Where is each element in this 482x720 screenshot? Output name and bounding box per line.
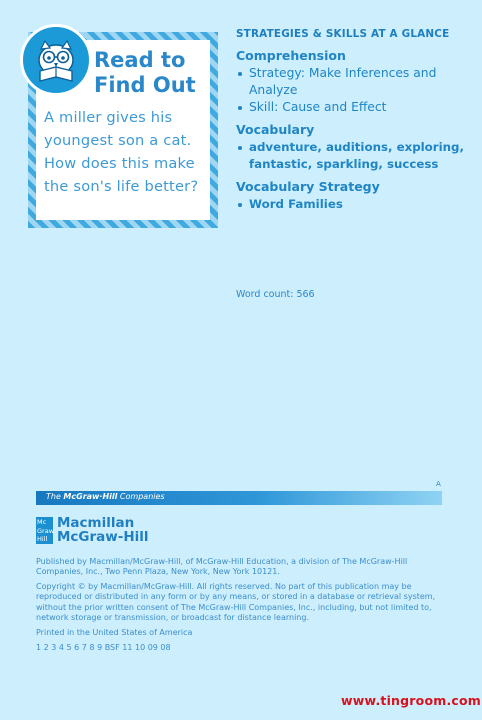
list-item: Word Families — [236, 196, 466, 213]
print-line-numbers: 1 2 3 4 5 6 7 8 9 BSF 11 10 09 08 — [36, 643, 171, 652]
mcgraw-hill-logo-icon — [36, 517, 53, 544]
brand-bar-text — [46, 492, 165, 501]
brand-name: McGraw·Hill — [63, 492, 118, 501]
title-line-1: Read to — [94, 48, 186, 72]
read-to-find-out-title — [94, 48, 212, 98]
section-title-comprehension: Comprehension — [236, 48, 346, 63]
comprehension-list — [236, 65, 466, 116]
vocabulary-strategy-list — [236, 196, 466, 213]
mcgraw-hill-companies-bar — [36, 491, 442, 505]
corner-letter: A — [436, 480, 441, 488]
printed-in-text: Printed in the United States of America — [36, 628, 193, 637]
watermark-link[interactable]: www.tingroom.com — [341, 693, 482, 708]
list-item: Strategy: Make Inferences and Analyze — [236, 65, 466, 99]
logo-box-line-3: Hill — [37, 535, 48, 543]
owl-reading-icon — [20, 24, 92, 96]
section-title-vocabulary-strategy: Vocabulary Strategy — [236, 179, 380, 194]
vocabulary-list — [236, 139, 466, 173]
guiding-question: A miller gives his youngest son a cat. How does this make the son's life better? — [44, 109, 199, 195]
brand-suffix: Companies — [117, 492, 165, 501]
logo-line-2: McGraw-Hill — [57, 529, 149, 545]
publisher-logo-text — [57, 516, 149, 544]
list-item: adventure, auditions, exploring, fantastic, sparkling, success — [236, 139, 466, 173]
word-count: Word count: 566 — [236, 289, 315, 300]
section-title-vocabulary: Vocabulary — [236, 122, 315, 137]
panel-heading: STRATEGIES & SKILLS AT A GLANCE — [236, 28, 450, 40]
strategies-skills-panel — [236, 28, 466, 219]
title-line-2: Find Out — [94, 73, 196, 97]
logo-box-line-1: Mc — [37, 518, 47, 526]
brand-prefix: The — [46, 492, 64, 501]
read-to-find-out-box — [28, 32, 218, 228]
published-by-text: Published by Macmillan/McGraw-Hill, of McGraw-Hill Education, a division of The McGraw-Hill Companies, Inc., Two Penn Plaza, New York, New York 10121. — [36, 557, 408, 577]
list-item: Skill: Cause and Effect — [236, 99, 466, 116]
logo-box-line-2: Graw — [37, 526, 55, 535]
copyright-text: Copyright © by Macmillan/McGraw-Hill. All rights reserved. No part of this publication may be reproduced or distributed in any form or by any means, or stored in a database or retrieval system, without the prior written consent of The McGraw-Hill Companies, Inc., including, but not limited to, network storage or transmission, or broadcast for distance learning. — [36, 582, 436, 623]
logo-line-1: Macmillan — [57, 515, 135, 531]
read-to-find-out-inner — [36, 40, 210, 220]
